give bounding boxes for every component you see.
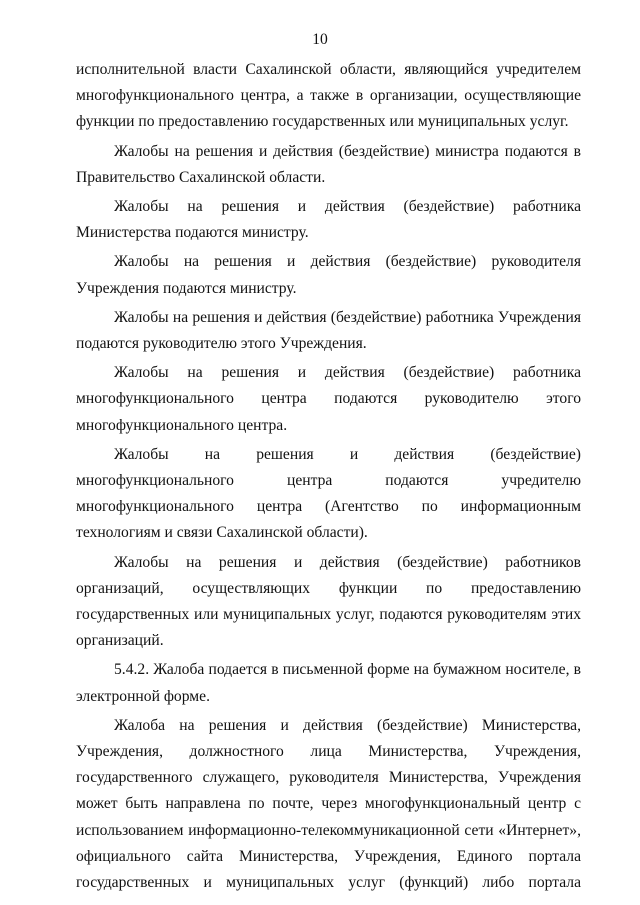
paragraph-complaint-institution-head: Жалобы на решения и действия (бездействие) руководителя Учреждения подаются министру. — [76, 253, 581, 297]
page-number: 10 — [312, 31, 328, 48]
paragraph-complaint-channels: Жалоба на решения и действия (бездействие) Министерства, Учреждения, должностного лица Министерства, Учреждения, государственного служащего, руководителя Министерства, Учреждения может быть направлена по почте, через многофункциональный центр с использованием информационно-телекоммуникационной сети «Интернет», официального сайта Министерства, Учреждения, Единого портала государственных и муниципальных услуг (функций) либо портала — [76, 716, 581, 892]
paragraph-continuation: исполнительной власти Сахалинской области, являющийся учредителем многофункционального центра, а также в организации, осуществляющие функции по предоставлению государственных или муниципальных услуг. — [76, 61, 581, 131]
paragraph-complaint-minister: Жалобы на решения и действия (бездействие) министра подаются в Правительство Сахалинской области. — [76, 142, 581, 186]
paragraph-section-5-4-2: 5.4.2. Жалоба подается в письменной форме на бумажном носителе, в электронной форме. — [76, 661, 581, 705]
paragraph-complaint-institution-employee: Жалобы на решения и действия (бездействие) работника Учреждения подаются руководителю этого Учреждения. — [76, 308, 581, 353]
paragraph-complaint-organizations: Жалобы на решения и действия (бездействие) работников организаций, осуществляющих функции по предоставлению государственных или муниципальных услуг, подаются руководителям этих организаций. — [76, 553, 581, 650]
paragraph-complaint-ministry-employee: Жалобы на решения и действия (бездействие) работника Министерства подаются министру. — [76, 198, 581, 242]
body-text — [76, 57, 581, 899]
paragraph-complaint-mfc: Жалобы на решения и действия (бездействие) многофункционального центра подаются учредителю многофункционального центра (Агентство по информационным технологиям и связи Сахалинской области). — [76, 445, 581, 542]
paragraph-complaint-mfc-employee: Жалобы на решения и действия (бездействие) работника многофункционального центра подаются руководителю этого многофункционального центра. — [76, 364, 581, 434]
